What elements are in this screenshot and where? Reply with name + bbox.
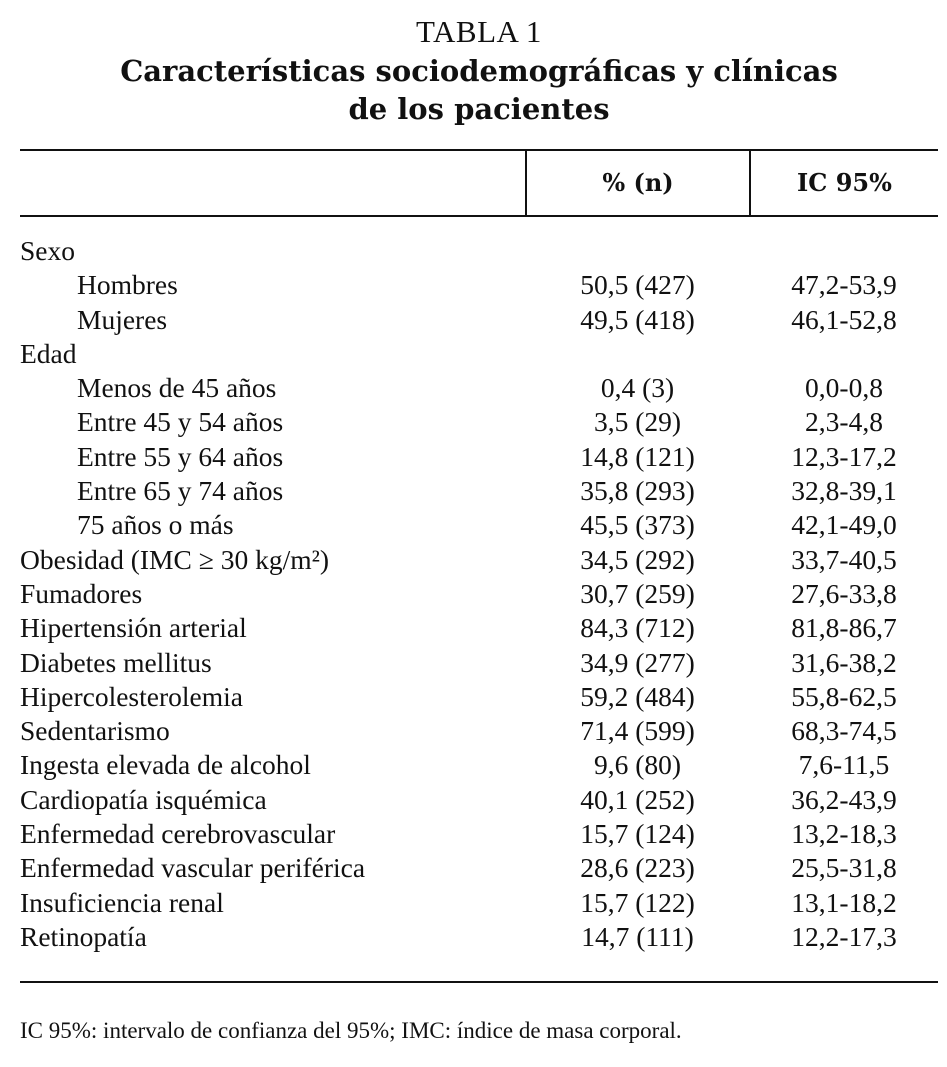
table-row: [20, 886, 938, 920]
table-row: [20, 405, 938, 439]
row-ci: 46,1-52,8: [791, 303, 897, 335]
row-ci: 25,5-31,8: [791, 852, 897, 884]
row-ci: 2,3-4,8: [805, 406, 883, 438]
header-percent: % (n): [602, 168, 674, 197]
row-percent: 3,5 (29): [593, 406, 682, 438]
table-row: [20, 474, 938, 508]
table-row: [20, 646, 938, 680]
table-row: [20, 577, 938, 611]
row-label: Fumadores: [20, 577, 143, 609]
row-ci: 7,6-11,5: [798, 749, 890, 781]
row-label: Hipertensión arterial: [20, 612, 247, 644]
table-row: [20, 817, 938, 851]
row-percent: 49,5 (418): [580, 303, 695, 335]
row-label: Cardiopatía isquémica: [20, 783, 267, 815]
header-ci: IC 95%: [797, 168, 892, 197]
row-percent: 14,8 (121): [580, 440, 695, 472]
row-ci: 31,6-38,2: [791, 646, 897, 678]
row-ci: 0,0-0,8: [805, 372, 883, 404]
row-percent: 14,7 (111): [581, 920, 694, 952]
table-row: [20, 371, 938, 405]
row-percent: 71,4 (599): [580, 715, 695, 747]
table-title-line-2: de los pacientes: [348, 92, 610, 126]
row-label: Enfermedad cerebrovascular: [20, 818, 336, 850]
row-label: Insuficiencia renal: [20, 886, 224, 918]
row-label: Retinopatía: [20, 920, 147, 952]
row-percent: 84,3 (712): [580, 612, 695, 644]
row-percent: 15,7 (124): [580, 818, 695, 850]
row-percent: 35,8 (293): [580, 475, 695, 507]
row-label: Edad: [20, 337, 77, 369]
row-label: 75 años o más: [77, 509, 234, 541]
row-ci: 12,2-17,3: [791, 920, 897, 952]
table-footnote: IC 95%: intervalo de confianza del 95%; IMC: índice de masa corporal.: [20, 1018, 682, 1043]
table-row: [20, 440, 938, 474]
table-row: [20, 303, 938, 337]
table-row: [20, 611, 938, 645]
row-percent: 40,1 (252): [580, 783, 695, 815]
row-ci: 81,8-86,7: [791, 612, 897, 644]
table-row: [20, 508, 938, 542]
row-ci: 55,8-62,5: [791, 680, 897, 712]
row-label: Menos de 45 años: [77, 372, 277, 404]
table-row: [20, 920, 938, 954]
row-percent: 0,4 (3): [600, 372, 675, 404]
row-label: Hipercolesterolemia: [20, 680, 243, 712]
row-percent: 28,6 (223): [580, 852, 695, 884]
row-percent: 59,2 (484): [580, 680, 695, 712]
row-label: Entre 65 y 74 años: [77, 475, 284, 507]
row-label: Sedentarismo: [20, 715, 170, 747]
table-row: [20, 268, 938, 302]
row-ci: 47,2-53,9: [791, 269, 897, 301]
table-row: [20, 783, 938, 817]
row-ci: 32,8-39,1: [791, 475, 897, 507]
table-row: [20, 234, 938, 268]
row-ci: 68,3-74,5: [791, 715, 897, 747]
row-label: Sexo: [20, 235, 75, 266]
row-percent: 34,9 (277): [580, 646, 695, 678]
row-label: Entre 55 y 64 años: [77, 440, 284, 472]
row-label: Ingesta elevada de alcohol: [20, 749, 311, 781]
header-variable: [20, 150, 525, 216]
row-label: Enfermedad vascular periférica: [20, 852, 366, 884]
row-ci: 33,7-40,5: [791, 543, 897, 575]
row-ci: 12,3-17,2: [791, 440, 897, 472]
header-rule: [20, 215, 938, 217]
row-ci: 42,1-49,0: [791, 509, 897, 541]
table-row: [20, 543, 938, 577]
row-ci: 13,2-18,3: [791, 818, 897, 850]
row-percent: 15,7 (122): [580, 886, 695, 918]
table-row: [20, 714, 938, 748]
row-percent: 30,7 (259): [580, 577, 695, 609]
row-label: Hombres: [77, 269, 178, 301]
bottom-rule: [20, 981, 938, 983]
table-title-line-1: Características sociodemográficas y clínicas: [120, 54, 838, 88]
table-body: [20, 234, 938, 954]
row-percent: 34,5 (292): [580, 543, 695, 575]
row-label: Diabetes mellitus: [20, 646, 212, 678]
row-percent: 9,6 (80): [593, 749, 682, 781]
row-ci: 13,1-18,2: [791, 886, 897, 918]
table-title: [0, 52, 947, 128]
table-row: [20, 748, 938, 782]
table-row: [20, 337, 938, 371]
table-row: [20, 680, 938, 714]
row-percent: 50,5 (427): [580, 269, 695, 301]
row-ci: 27,6-33,8: [791, 577, 897, 609]
row-label: Mujeres: [77, 303, 168, 335]
table-row: [20, 851, 938, 885]
row-label: Entre 45 y 54 años: [77, 406, 284, 438]
row-percent: 45,5 (373): [580, 509, 695, 541]
table-number: TABLA 1: [416, 14, 542, 49]
row-ci: 36,2-43,9: [791, 783, 897, 815]
row-label: Obesidad (IMC ≥ 30 kg/m²): [20, 543, 329, 575]
